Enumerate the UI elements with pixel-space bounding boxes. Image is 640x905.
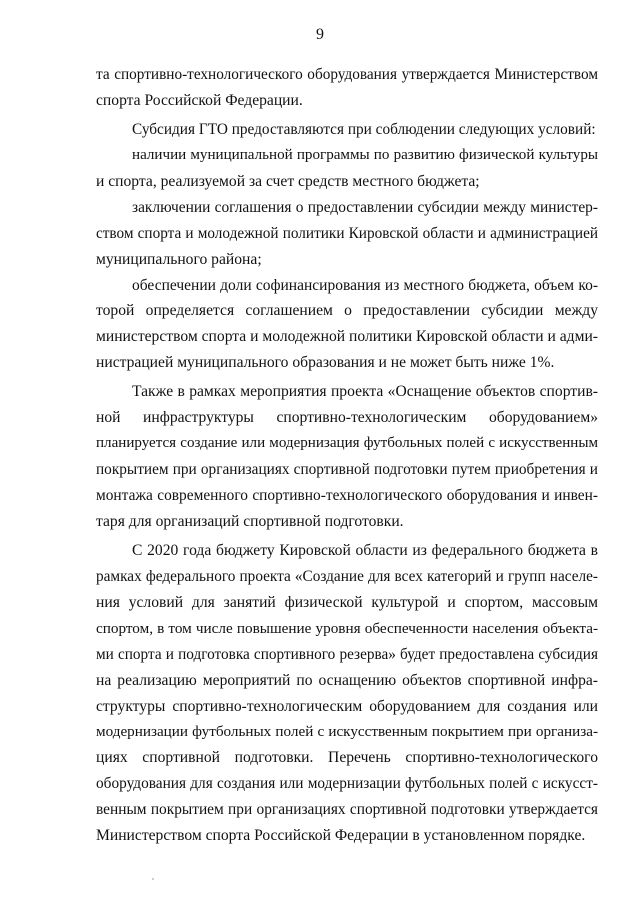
- paragraph-2: [96, 117, 598, 143]
- paragraph-line: оборудования для создания или модернизации футбольных полей с искусст-: [96, 775, 598, 793]
- paragraph-line: покрытием при организациях спортивной подготовки путем приобретения и: [96, 461, 598, 479]
- paragraph-line: Министерством спорта Российской Федерации в установленном порядке.: [96, 827, 586, 845]
- paragraph-line: нистрацией муниципального образования и не может быть ниже 1%.: [96, 354, 555, 372]
- paragraph-line: обеспечении доли софинансирования из местного бюджета, объем ко-: [132, 276, 598, 294]
- paragraph-line: спортом, в том числе повышение уровня обеспеченности населения объекта-: [96, 619, 598, 637]
- paragraph-line: ми спорта и подготовка спортивного резерва» будет предоставлена субсидия: [96, 645, 598, 663]
- paragraph-line: таря для организаций спортивной подготовки.: [96, 512, 404, 530]
- paragraph-line: Также в рамках мероприятия проекта «Оснащение объектов спортив-: [132, 383, 598, 401]
- paragraph-line: наличии муниципальной программы по развитию физической культуры: [132, 146, 598, 163]
- paragraph-line: рамках федерального проекта «Создание для всех категорий и групп населе-: [96, 567, 598, 585]
- paragraph-line: та спортивно-технологического оборудования утверждается Министерством: [96, 66, 598, 83]
- paragraph-line: и спорта, реализуемой за счет средств местного бюджета;: [96, 172, 480, 190]
- paragraph-6: [96, 379, 598, 535]
- paragraph-line: Субсидия ГТО предоставляются при соблюдении следующих условий:: [132, 120, 596, 138]
- paragraph-5: [96, 273, 598, 377]
- paragraph-line: циях спортивной подготовки. Перечень спортивно-технологического: [96, 749, 598, 767]
- paragraph-line: торой определяется соглашением о предоставлении субсидии между: [96, 302, 598, 320]
- document-body: [96, 62, 598, 849]
- paragraph-line: планируется создание или модернизация футбольных полей с искусственным: [96, 435, 598, 452]
- paragraph-line: ния условий для занятий физической культурой и спортом, массовым: [96, 593, 598, 611]
- paragraph-line: муниципального района;: [96, 250, 262, 268]
- paragraph-7: [96, 538, 598, 849]
- paragraph-line: спорта Российской Федерации.: [96, 91, 303, 109]
- paragraph-line: венным покрытием при организациях спортивной подготовки утверждается: [96, 801, 598, 819]
- paragraph-line: заключении соглашения о предоставлении субсидии между министер-: [132, 198, 598, 216]
- paragraph-4: [96, 195, 598, 273]
- paragraph-1: [96, 62, 598, 114]
- paragraph-line: структуры спортивно-технологическим оборудованием для создания или: [96, 697, 598, 715]
- paragraph-line: министерством спорта и молодежной политики Кировской области и адми-: [96, 328, 598, 346]
- scan-speck: [152, 878, 154, 880]
- paragraph-line: модернизации футбольных полей с искусственным покрытием при организа-: [96, 723, 598, 741]
- paragraph-line: на реализацию мероприятий по оснащению объектов спортивной инфра-: [96, 671, 598, 689]
- paragraph-line: ной инфраструктуры спортивно-технологическим оборудованием»: [96, 409, 598, 427]
- page-number: 9: [316, 26, 324, 43]
- paragraph-3: [96, 143, 598, 195]
- paragraph-line: монтажа современного спортивно-технологического оборудования и инвен-: [96, 487, 598, 504]
- paragraph-line: С 2020 года бюджету Кировской области из федерального бюджета в: [132, 541, 598, 559]
- paragraph-line: ством спорта и молодежной политики Кировской области и администрацией: [96, 224, 598, 242]
